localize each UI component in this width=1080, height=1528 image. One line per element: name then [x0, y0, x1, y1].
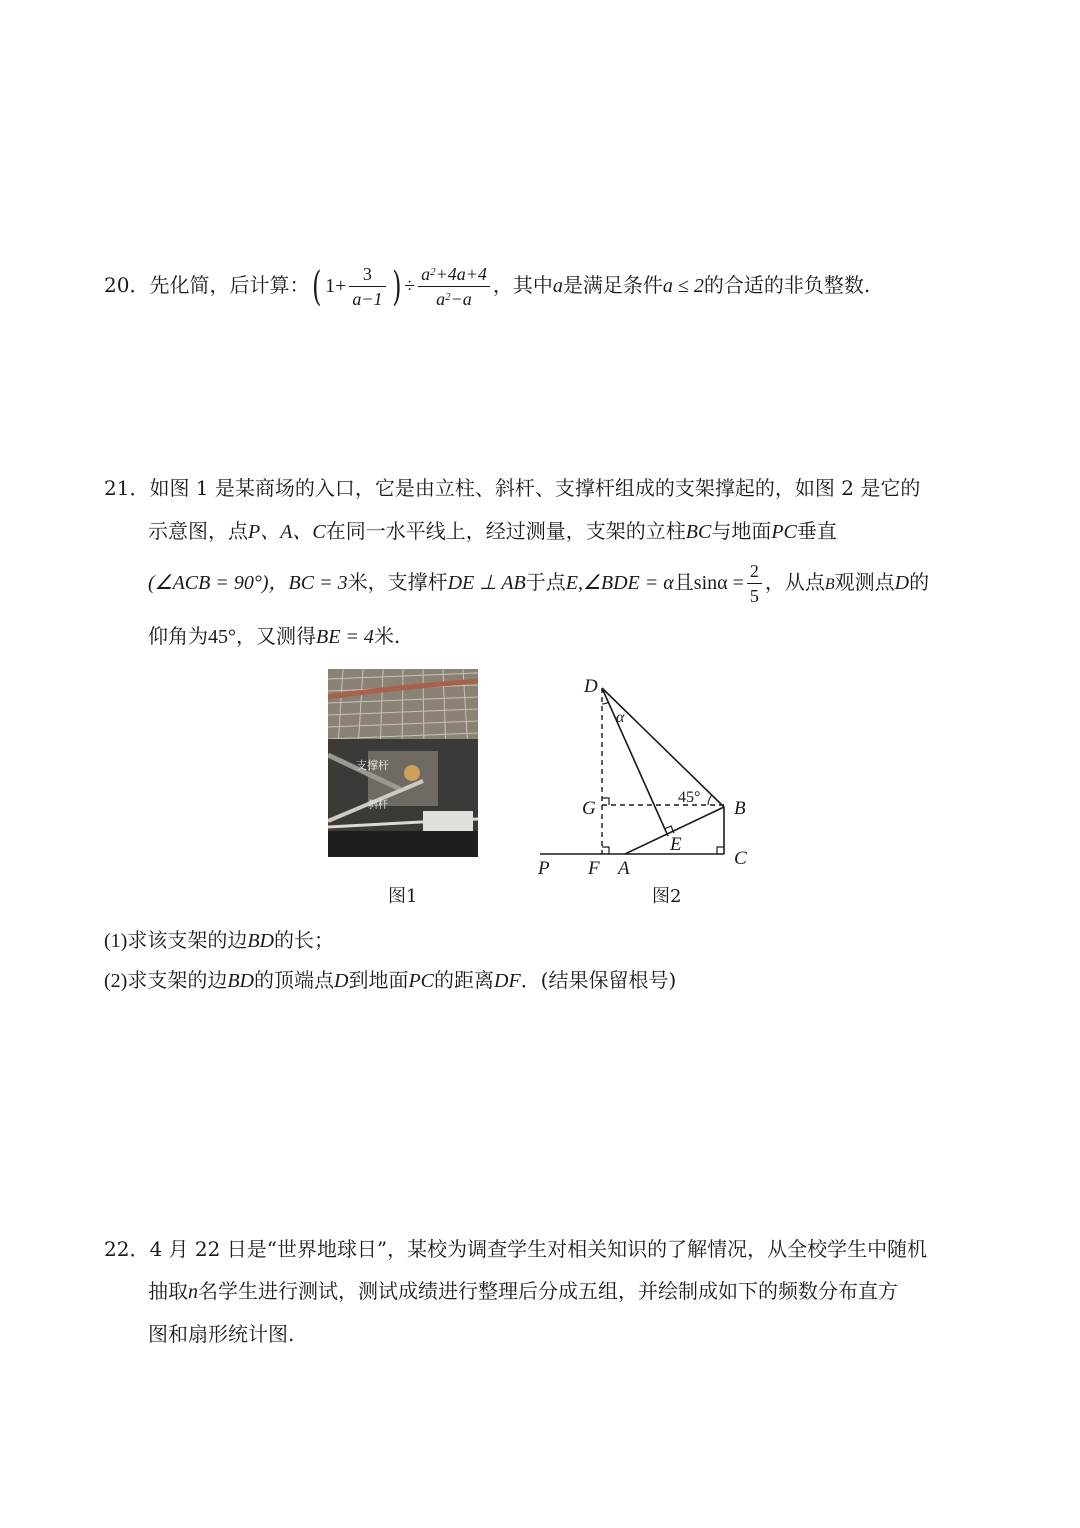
- q21-sub-2: (2)求支架的边BD的顶端点D到地面PC的距离DF．(结果保留根号): [104, 968, 677, 992]
- left-paren: (: [312, 263, 322, 310]
- label-g: G: [582, 798, 596, 819]
- q22-line-2: 抽取n名学生进行测试，测试成绩进行整理后分成五组，并绘制成如下的频数分布直方: [148, 1279, 898, 1303]
- label-b: B: [734, 798, 746, 819]
- label-45-degrees: 45°: [678, 789, 701, 806]
- q21-line-2: 示意图，点P、A、C在同一水平线上，经过测量，支架的立柱BC与地面PC垂直: [148, 519, 837, 543]
- figure-1-photo: [328, 669, 478, 857]
- q22-line-3: 图和扇形统计图.: [148, 1322, 295, 1346]
- canopy-structure: [328, 669, 478, 857]
- angle-45-arc: [708, 795, 712, 805]
- question-20: 20．先化简，后计算：( 1+ $\frac{3}{a-1}$ ) ÷ $\frac{a^2+4a+4}{a^2-a}$ ，其中a是满足条件a ≤ 2的合适的非负整数.: [104, 263, 871, 310]
- right-angle-g: [602, 798, 609, 805]
- q20-lead: 先化简，后计算：: [149, 273, 310, 297]
- alpha-arc: [602, 702, 609, 704]
- figure-2-diagram: [530, 670, 770, 880]
- label-alpha: α: [616, 709, 625, 726]
- segment-db: [602, 688, 724, 807]
- q20-div: ÷: [404, 275, 416, 297]
- label-f: F: [588, 858, 600, 879]
- q20-number: 20．: [104, 273, 150, 297]
- figure-2-caption: 图2: [652, 886, 682, 907]
- q20-one-plus: 1+: [325, 275, 347, 297]
- right-paren: ): [391, 263, 401, 310]
- q21-line-4: 仰角为45°，又测得BE = 4米.: [148, 624, 401, 648]
- sin-fraction: $\frac{2}{5}$: [747, 559, 762, 608]
- q21-number: 21．: [104, 476, 150, 500]
- label-d: D: [584, 676, 598, 697]
- label-c: C: [734, 848, 747, 869]
- q22-number: 22．: [104, 1237, 150, 1261]
- q21-line-1: 21．如图 1 是某商场的入口，它是由立柱、斜杆、支撑杆组成的支架撑起的，如图 2 是它的: [104, 476, 921, 500]
- segment-de: [602, 688, 668, 836]
- q21-line-3: (∠ACB = 90°)，BC = 3米，支撑杆DE ⊥ AB于点E,∠BDE = α且sinα = $\frac{2}{5}$ ，从点B观测点D的: [148, 561, 930, 606]
- figure-1-caption: 图1: [388, 886, 418, 907]
- fig1-label-support: 支撑杆: [356, 759, 389, 772]
- label-p: P: [538, 858, 550, 879]
- q20-frac-2: $\frac{a^2+4a+4}{a^2-a}$: [418, 262, 490, 311]
- q20-frac-1: $\frac{3}{a-1}$: [349, 262, 385, 311]
- fig1-label-beam: 斜杆: [368, 800, 388, 811]
- right-angle-c: [717, 847, 724, 854]
- right-angle-f: [602, 847, 609, 854]
- q21-sub-1: (1)求该支架的边BD的长；: [104, 928, 334, 952]
- label-a: A: [618, 858, 630, 879]
- q22-line-1: 22．4 月 22 日是“世界地球日”，某校为调查学生对相关知识的了解情况，从全校学生中随机: [104, 1237, 928, 1261]
- label-e: E: [670, 834, 682, 855]
